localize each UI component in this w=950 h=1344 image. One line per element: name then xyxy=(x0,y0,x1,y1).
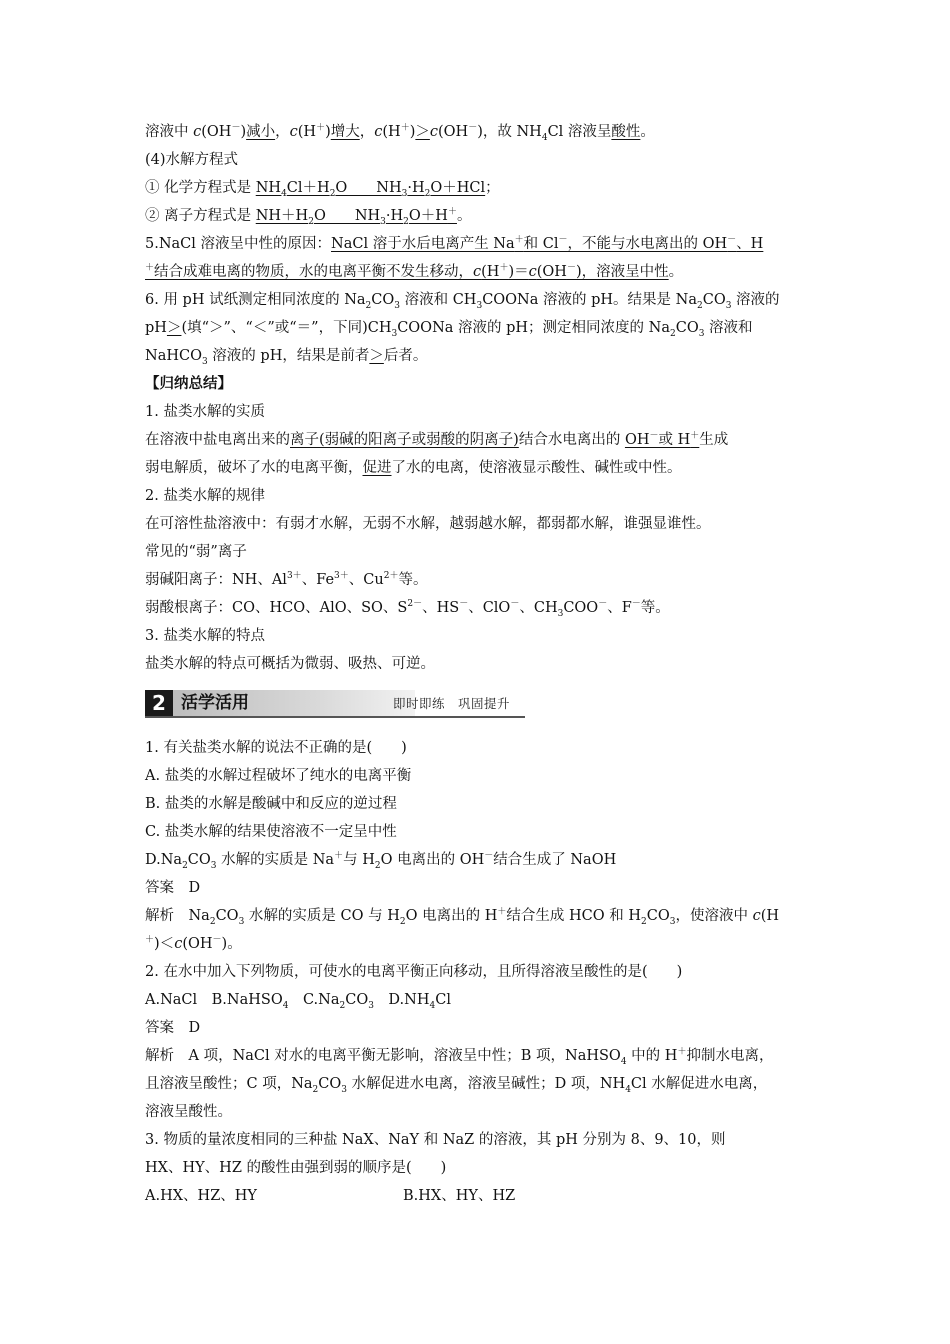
text-line: 溶液中 c(OH－)减小，c(H＋)增大，c(H＋)＞c(OH－)，故 $NH_4Cl$ 溶液呈酸性。 xyxy=(145,123,655,143)
explanation: 解析 A 项，NaCl 对水的电离平衡无影响，溶液呈中性；B 项，NaHSO$_4$ 中的 H＋抑制水电离， xyxy=(145,1047,774,1067)
text-line: 盐类水解的特点可概括为微弱、吸热、可逆。 xyxy=(145,656,435,672)
options xyxy=(145,1182,815,1210)
blank-answer: NaCl 溶于水后电离产生 Na＋和 Cl－，不能与水电离出的 OH－、H xyxy=(331,235,764,252)
section-banner xyxy=(145,688,815,722)
explanation: 解析 $Na_2CO_3$ 水解的实质是 CO 与 $H_2O$ 电离出的 H＋结合生成 HCO 和 $H_2CO_3$，使溶液中 c(H xyxy=(145,907,779,927)
blank-answer: ＞ xyxy=(369,348,384,364)
text-line: 弱酸根离子：CO、HCO、AlO、SO、$S^{2-}$、HS－、ClO－、$CH_3COO^-$、F－等。 xyxy=(145,599,670,619)
document-page xyxy=(145,118,815,1210)
text-line: ② 离子方程式是 $NH+H_2O$ $NH_3\cdot H_2O+H^+$。 xyxy=(145,207,472,227)
blank-answer: ＞ xyxy=(415,124,430,140)
text-line: NaHCO$_3$ 溶液的 pH，结果是前者＞后者。 xyxy=(145,348,428,367)
subheading: (4)水解方程式 xyxy=(145,152,239,168)
blank-answer: 促进 xyxy=(362,460,392,476)
options: A.NaCl B.NaHSO$_4$ $C.Na_2CO_3$ $D.NH_4Cl$ xyxy=(145,992,451,1011)
option-b: B.HX、HY、HZ xyxy=(403,1188,516,1204)
section-tagline: 即时即练 巩固提升 xyxy=(393,696,511,711)
question-stem: 2. 在水中加入下列物质，可使水的电离平衡正向移动，且所得溶液呈酸性的是( ) xyxy=(145,964,683,980)
explanation: ＋)＜c(OH－)。 xyxy=(145,935,242,952)
text-line: ① 化学方程式是 $NH_4Cl+H_2O$ $NH_3\cdot H_2O+HCl$； xyxy=(145,180,500,199)
text-line: 在溶液中盐电离出来的离子(弱碱的阳离子或弱酸的阴离子)结合水电离出的 OH－或 H＋生成 xyxy=(145,431,729,448)
blank-answer: 减小 xyxy=(246,124,276,140)
text-line: 常见的“弱”离子 xyxy=(145,544,247,560)
blank-answer: OH－或 H＋ xyxy=(624,431,700,448)
question-stem: HX、HY、HZ 的酸性由强到弱的顺序是( ) xyxy=(145,1160,447,1176)
blank-answer: ＋结合成难电离的物质，水的电离平衡不发生移动，c(H＋)＝c(OH－)，溶液呈中性 xyxy=(145,263,669,280)
blank-answer: 酸性 xyxy=(611,124,641,140)
subheading: 3. 盐类水解的特点 xyxy=(145,628,265,644)
answer: 答案 D xyxy=(145,880,201,896)
blank-answer: ＞ xyxy=(166,320,182,336)
blank-answer: $NH_4Cl+H_2O$ $NH_3\cdot H_2O+HCl$ xyxy=(255,180,486,199)
text-line: pH＞(填“＞”、“＜”或“＝”，下同)$CH_3COONa$ 溶液的 pH；测定相同浓度的 $Na_2CO_3$ 溶液和 xyxy=(145,320,753,339)
section-heading: 【归纳总结】 xyxy=(145,375,232,392)
text-line: 5.NaCl 溶液呈中性的原因：NaCl 溶于水后电离产生 Na＋和 Cl－，不能与水电离出的 OH－、H xyxy=(145,235,764,252)
explanation: 且溶液呈酸性；C 项，$Na_2CO_3$ 水解促进水电离，溶液呈碱性；D 项，$NH_4Cl$ 水解促进水电离， xyxy=(145,1076,768,1095)
subheading: 1. 盐类水解的实质 xyxy=(145,404,265,420)
text-line: ＋结合成难电离的物质，水的电离平衡不发生移动，c(H＋)＝c(OH－)，溶液呈中性。 xyxy=(145,263,684,280)
blank-answer: 离子(弱碱的阳离子或弱酸的阴离子) xyxy=(290,432,519,448)
explanation: 溶液呈酸性。 xyxy=(145,1104,232,1120)
blank-answer: 增大 xyxy=(330,124,360,140)
option-d: $D.Na_2CO_3$ 水解的实质是 Na＋与 $H_2O$ 电离出的 OH－结合生成了 NaOH xyxy=(145,851,617,871)
question-stem: 3. 物质的量浓度相同的三种盐 NaX、NaY 和 NaZ 的溶液，其 pH 分别为 8、9、10，则 xyxy=(145,1132,726,1148)
question-stem: 1. 有关盐类水解的说法不正确的是( ) xyxy=(145,740,407,756)
answer: 答案 D xyxy=(145,1020,201,1036)
option-c: C. 盐类水解的结果使溶液不一定呈中性 xyxy=(145,824,397,840)
text-line: 弱碱阳离子：NH、$Al^{3+}$、$Fe^{3+}$、$Cu^{2+}$等。 xyxy=(145,571,428,588)
option-a: A. 盐类的水解过程破坏了纯水的电离平衡 xyxy=(145,768,412,784)
section-number: 2 xyxy=(145,690,173,716)
subheading: 2. 盐类水解的规律 xyxy=(145,488,265,504)
text-line: 在可溶性盐溶液中：有弱才水解，无弱不水解，越弱越水解，都弱都水解，谁强显谁性。 xyxy=(145,516,711,532)
section-title: 活学活用 xyxy=(173,690,415,716)
banner-rule xyxy=(145,716,525,718)
option-b: B. 盐类的水解是酸碱中和反应的逆过程 xyxy=(145,796,397,812)
text-line: 6. 用 pH 试纸测定相同浓度的 $Na_2CO_3$ 溶液和 $CH_3COONa$ 溶液的 pH。结果是 $Na_2CO_3$ 溶液的 xyxy=(145,292,780,311)
blank-answer: $NH+H_2O$ $NH_3\cdot H_2O+H^+$ xyxy=(255,207,457,227)
option-a: A.HX、HZ、HY xyxy=(145,1188,257,1204)
text-line: 弱电解质，破坏了水的电离平衡，促进了水的电离，使溶液显示酸性、碱性或中性。 xyxy=(145,460,682,476)
